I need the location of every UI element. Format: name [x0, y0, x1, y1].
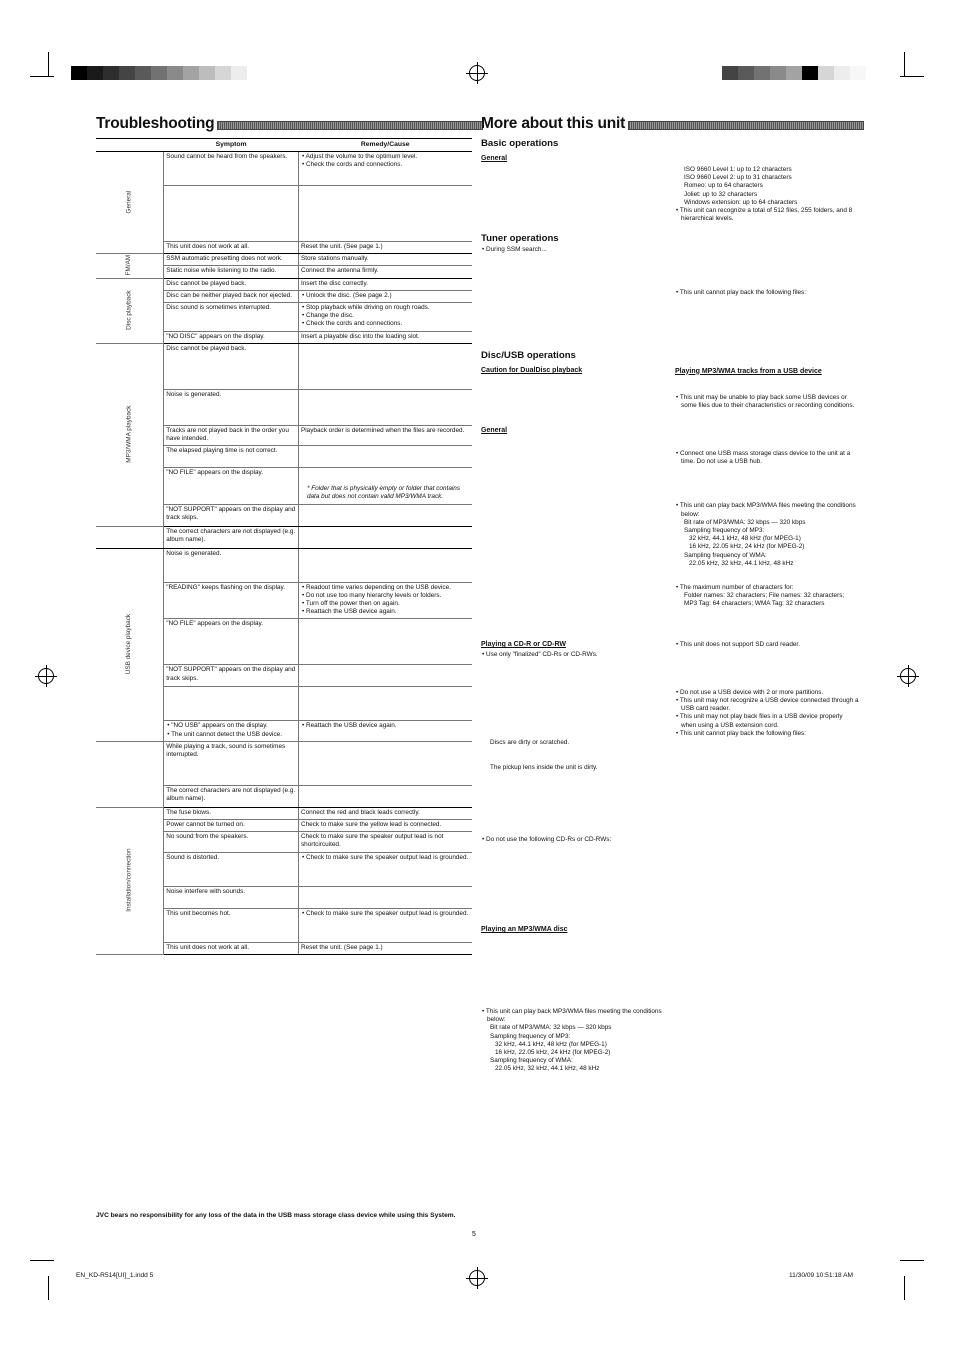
color-swatch	[818, 66, 834, 80]
symptom-cell: • "NO USB" appears on the display. • The unit cannot detect the USB device.	[164, 721, 299, 741]
usb-data-disclaimer: JVC bears no responsibility for any loss of the data in the USB mass storage class device while using this System.	[96, 1212, 456, 1219]
table-row	[96, 254, 472, 266]
crop-mark	[30, 1260, 54, 1261]
crop-mark	[904, 1276, 905, 1300]
crop-mark	[900, 76, 924, 77]
color-swatch	[199, 66, 215, 80]
crop-mark	[48, 52, 49, 76]
remedy-cell	[298, 504, 472, 526]
more-about-column-2: ISO 9660 Level 1: up to 12 characters ISO 9660 Level 2: up to 31 characters Romeo: up to 64 characters Joliet: up to 32 characters Windows extension: up to 64 characters • This unit can recognize a total of 512 files, 255 folders, and 8 hierarchical levels. • This unit cannot play back the following files: Playing MP3/WMA tracks from a USB device • This unit may be unable to play back some USB devices or some files due to their characteristics or recording conditions. • Connect one USB mass storage class device to the unit at a time. Do not use a USB hub. • This unit can play back MP3/WMA files meeting the conditions below: Bit rate of MP3/WMA: 32 kbps — 320 kbps Sampling frequency of MP3: 32 kHz, 44.1 kHz, 48 kHz (for MPEG-1) 16 kHz, 22.05 kHz, 24 kHz (for MPEG-2) Sampling frequency of WMA: 22.05 kHz, 32 kHz, 44.1 kHz, 48 kHz • The maximum number of characters for: Folder names: 32 characters; File names: 32 characters; MP3 Tag: 64 characters; WMA Tag: 32 characters • This unit does not support SD card reader. • Do not use a USB device with 2 or more partitions. • This unit may not recognize a USB device connected through a USB card reader. • This unit may not play back files in a USB device properly when using a USB extension cord. • This unit cannot play back the following files:	[675, 134, 859, 738]
remedy-cell: • Reattach the USB device again.	[298, 721, 472, 741]
symptom-column-header: Symptom	[164, 139, 299, 152]
symptom-cell: Disc cannot be played back.	[164, 343, 299, 389]
remedy-cell	[298, 548, 472, 582]
remedy-cell: • Check to make sure the speaker output lead is grounded.	[298, 908, 472, 942]
color-swatch	[215, 66, 231, 80]
footnote: * Folder that is physically empty or folder that contains data but does not contain valid MP3/WMA track.	[306, 485, 461, 501]
color-swatch	[119, 66, 135, 80]
symptom-cell: The correct characters are not displayed (e.g. album name).	[164, 526, 299, 548]
registration-mark-icon	[469, 65, 485, 81]
color-swatch	[850, 66, 866, 80]
registration-mark-icon	[38, 668, 54, 684]
symptom-cell: This unit becomes hot.	[164, 908, 299, 942]
dualdisc-caution-subheading: Caution for DualDisc playback	[481, 367, 583, 375]
remedy-cell: Reset the unit. (See page 1.)	[298, 242, 472, 254]
symptom-cell: While playing a track, sound is sometimes interrupted.	[164, 741, 299, 785]
remedy-cell: Insert the disc correctly.	[298, 278, 472, 290]
remedy-cell	[298, 389, 472, 425]
remedy-cell	[298, 446, 472, 468]
heading-rule	[217, 121, 483, 130]
color-swatch	[770, 66, 786, 80]
registration-mark-icon	[469, 1270, 485, 1286]
symptom-cell: Noise is generated.	[164, 548, 299, 582]
category-installation-connection: Installation/connection	[96, 807, 164, 954]
category-disc-playback: Disc playback	[96, 278, 164, 343]
symptom-cell: Disc sound is sometimes interrupted.	[164, 303, 299, 332]
table-row	[96, 343, 472, 389]
symptom-cell: Tracks are not played back in the order you have intended.	[164, 425, 299, 445]
color-swatch	[151, 66, 167, 80]
usb-tracks-subheading: Playing MP3/WMA tracks from a USB device	[675, 367, 822, 375]
color-swatch	[71, 66, 87, 80]
remedy-cell	[298, 468, 472, 504]
remedy-cell	[298, 343, 472, 389]
symptom-cell: "NO DISC" appears on the display.	[164, 331, 299, 343]
remedy-cell: Connect the antenna firmly.	[298, 266, 472, 278]
disc-general-subheading: General	[481, 427, 508, 435]
symptom-cell: "READING" keeps flashing on the display.	[164, 582, 299, 619]
more-about-heading	[481, 116, 864, 132]
category-usb-device-playback: USB device playback	[96, 548, 164, 741]
category-spacer	[96, 741, 164, 807]
table-row	[96, 278, 472, 290]
symptom-cell: "NO FILE" appears on the display.	[164, 468, 299, 504]
color-swatch	[231, 66, 247, 80]
symptom-cell: "NOT SUPPORT" appears on the display and track skips.	[164, 504, 299, 526]
symptom-cell: Noise is generated.	[164, 389, 299, 425]
remedy-cell: • Adjust the volume to the optimum level. • Check the cords and connections.	[298, 152, 472, 186]
file-name-footer: EN_KD-R514[UI]_1.indd 5	[76, 1272, 154, 1279]
color-swatch	[802, 66, 818, 80]
category-general: General	[96, 152, 164, 254]
symptom-cell: Sound is distorted.	[164, 852, 299, 886]
color-swatch	[786, 66, 802, 80]
color-swatch	[722, 66, 738, 80]
table-row	[96, 807, 472, 819]
symptom-cell: The correct characters are not displayed (e.g. album name).	[164, 785, 299, 807]
symptom-cell: Noise interfere with sounds.	[164, 886, 299, 908]
page-number: 5	[472, 1231, 476, 1238]
crop-mark	[48, 1276, 49, 1300]
remedy-cell: • Readout time varies depending on the USB device. • Do not use too many hierarchy levels or folders. • Turn off the power then on again. • Reattach the USB device again.	[298, 582, 472, 619]
remedy-cell: Connect the red and black leads correctly.	[298, 807, 472, 819]
color-swatch	[706, 66, 722, 80]
color-swatch	[167, 66, 183, 80]
crop-mark	[900, 1260, 924, 1261]
remedy-cell	[298, 526, 472, 548]
symptom-cell: The elapsed playing time is not correct.	[164, 446, 299, 468]
remedy-cell: • Check to make sure the speaker output lead is grounded.	[298, 852, 472, 886]
color-swatch	[103, 66, 119, 80]
remedy-cell: • Unlock the disc. (See page 2.)	[298, 290, 472, 302]
remedy-cell: Playback order is determined when the files are recorded.	[298, 425, 472, 445]
mp3-wma-disc-subheading: Playing an MP3/WMA disc	[481, 926, 568, 934]
category-fm-am: FM/AM	[96, 254, 164, 278]
remedy-cell	[298, 687, 472, 721]
color-swatch	[738, 66, 754, 80]
cdr-cdrw-subheading: Playing a CD-R or CD-RW	[481, 641, 567, 649]
remedy-cell: Reset the unit. (See page 1.)	[298, 942, 472, 954]
color-swatch	[247, 66, 263, 80]
category-column-header	[96, 139, 164, 152]
basic-operations-heading: Basic operations	[481, 138, 559, 149]
symptom-cell: Static noise while listening to the radio.	[164, 266, 299, 278]
category-spacer	[96, 526, 164, 548]
color-swatch	[183, 66, 199, 80]
color-swatch	[834, 66, 850, 80]
symptom-cell: SSM automatic presetting does not work.	[164, 254, 299, 266]
remedy-cell: Check to make sure the yellow lead is connected.	[298, 820, 472, 832]
timestamp-footer: 11/30/09 10:51:18 AM	[789, 1272, 854, 1279]
color-swatch	[135, 66, 151, 80]
symptom-cell: This unit does not work at all.	[164, 242, 299, 254]
symptom-cell: The fuse blows.	[164, 807, 299, 819]
symptom-cell: Disc can be neither played back nor ejected.	[164, 290, 299, 302]
remedy-cell: Check to make sure the speaker output lead is not shortcircuited.	[298, 832, 472, 852]
symptom-cell: No sound from the speakers.	[164, 832, 299, 852]
table-row	[96, 152, 472, 186]
remedy-cell: • Stop playback while driving on rough roads. • Change the disc. • Check the cords and connections.	[298, 303, 472, 332]
remedy-cell	[298, 886, 472, 908]
table-row	[96, 526, 472, 548]
symptom-cell	[164, 186, 299, 242]
disc-usb-operations-heading: Disc/USB operations	[481, 350, 576, 362]
remedy-column-header: Remedy/Cause	[298, 139, 472, 152]
remedy-cell	[298, 619, 472, 665]
remedy-cell	[298, 665, 472, 687]
troubleshooting-heading	[96, 116, 483, 132]
symptom-cell: "NOT SUPPORT" appears on the display and track skips.	[164, 665, 299, 687]
symptom-cell: "NO FILE" appears on the display.	[164, 619, 299, 665]
table-row	[96, 741, 472, 785]
remedy-cell: Insert a playable disc into the loading slot.	[298, 331, 472, 343]
symptom-cell: Sound cannot be heard from the speakers.	[164, 152, 299, 186]
troubleshooting-title: Troubleshooting	[96, 115, 215, 132]
table-header-row	[96, 139, 472, 152]
symptom-cell: Disc cannot be played back.	[164, 278, 299, 290]
crop-mark	[30, 76, 54, 77]
more-about-title: More about this unit	[481, 115, 626, 132]
remedy-cell	[298, 741, 472, 785]
symptom-cell: Power cannot be turned on.	[164, 820, 299, 832]
symptom-cell	[164, 687, 299, 721]
tuner-operations-heading: Tuner operations	[481, 233, 559, 244]
basic-general-subheading: General	[481, 155, 508, 162]
heading-rule	[628, 121, 864, 130]
category-mp3-wma-playback: MP3/WMA playback	[96, 343, 164, 526]
remedy-cell: Store stations manually.	[298, 254, 472, 266]
remedy-cell	[298, 186, 472, 242]
symptom-cell: This unit does not work at all.	[164, 942, 299, 954]
color-swatch	[87, 66, 103, 80]
color-calibration-bar-left	[71, 66, 263, 80]
more-about-column-1: Basic operations General Tuner operations • During SSM search... Disc/USB operations Caution for DualDisc playback General Playing a CD-R or CD-RW • Use only "finalized" CD-Rs or CD-RWs. Discs are dirty or scratched. The pickup lens inside the unit is dirty. • Do not use the following CD-Rs or CD-RWs: Playing an MP3/WMA disc • This unit can play back MP3/WMA files meeting the conditions below: Bit rate of MP3/WMA: 32 kbps — 320 kbps Sampling frequency of MP3: 32 kHz, 44.1 kHz, 48 kHz (for MPEG-1) 16 kHz, 22.05 kHz, 24 kHz (for MPEG-2) Sampling frequency of WMA: 22.05 kHz, 32 kHz, 44.1 kHz, 48 kHz	[481, 134, 667, 1074]
registration-mark-icon	[900, 668, 916, 684]
color-swatch	[754, 66, 770, 80]
table-row	[96, 548, 472, 582]
troubleshooting-table	[96, 138, 472, 955]
remedy-cell	[298, 785, 472, 807]
crop-mark	[904, 52, 905, 76]
color-calibration-bar-right	[706, 66, 866, 80]
